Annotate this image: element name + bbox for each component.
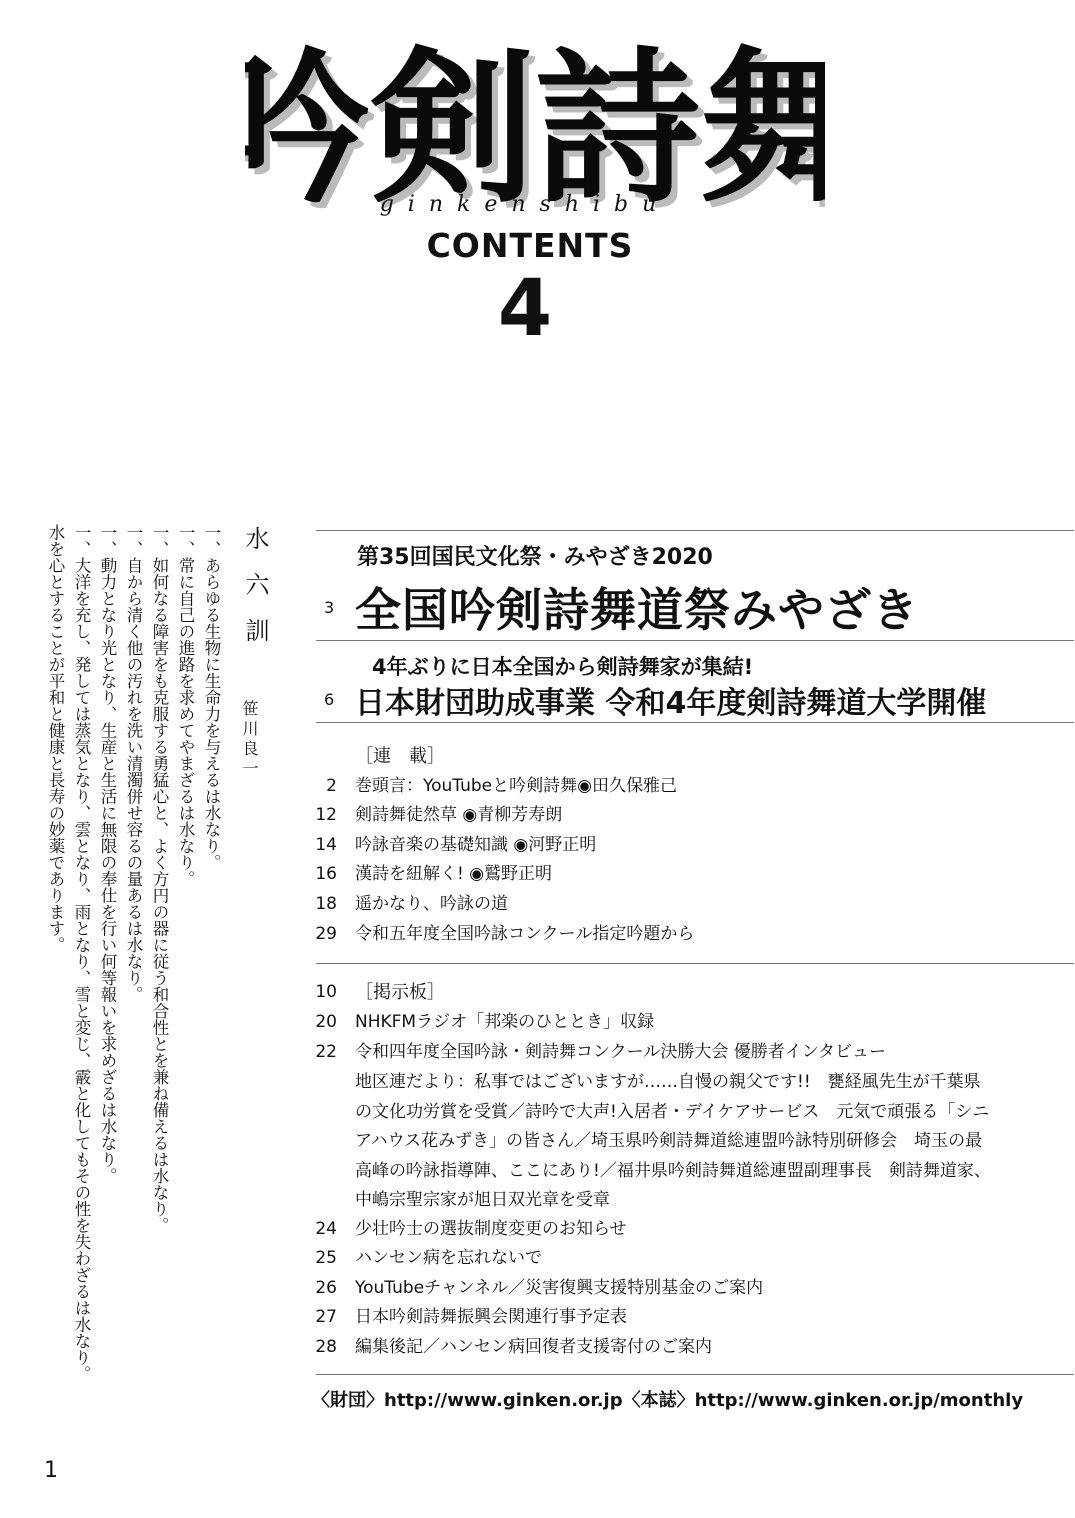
- mizu-rokkun-author: 笹川良一: [240, 700, 259, 780]
- toc-page: 22: [315, 1042, 337, 1062]
- mizu-rokkun-title: 水六訓: [241, 526, 269, 664]
- toc-title: ハンセン病を忘れないで: [355, 1248, 542, 1268]
- paragraph-line: 高峰の吟詠指導陣、ここにあり!／福井県吟剣詩舞道総連盟副理事長 剣詩舞道家、: [355, 1160, 991, 1181]
- toc-page: 20: [315, 1012, 337, 1032]
- brush-logo-graphic: [245, 28, 825, 218]
- divider: [316, 722, 1074, 723]
- toc-page: 29: [315, 924, 337, 944]
- mizu-rokkun-line: 一、あらゆる生物に生命力を与えるは水なり。: [202, 524, 221, 871]
- feature-page-number: 6: [324, 690, 335, 709]
- page-number: 1: [44, 1458, 58, 1483]
- mizu-rokkun-closing: 水を心とすることが平和と健康と長寿の妙薬であります。: [46, 524, 65, 953]
- toc-page: 14: [315, 835, 337, 855]
- toc-page: 26: [315, 1278, 337, 1298]
- bulletin-section-label: ［掲示板］: [355, 982, 445, 1003]
- regional-news-paragraph[interactable]: [355, 1068, 1055, 1216]
- magazine-logo: [245, 28, 825, 218]
- logo-romaji: ginkenshibu: [379, 192, 671, 217]
- divider: [316, 963, 1074, 964]
- toc-page: 2: [326, 776, 337, 796]
- mizu-rokkun-line: 一、大洋を充し、発しては蒸気となり、雲となり、雨となり、雪と変じ、霰と化してもその性を失わざるは水なり。: [72, 524, 91, 1382]
- toc-page: 10: [315, 982, 337, 1002]
- issue-number: 4: [497, 264, 553, 354]
- toc-title: 吟詠音楽の基礎知識 ◉河野正明: [355, 835, 597, 855]
- paragraph-line: 中嶋宗聖宗家が旭日双光章を受章: [355, 1190, 610, 1210]
- feature-page-number: 3: [324, 598, 335, 617]
- paragraph-line: アハウス花みずき」の皆さん／埼玉県吟剣詩舞道総連盟吟詠特別研修会 埼玉の最: [355, 1131, 983, 1151]
- toc-title: 令和四年度全国吟詠・剣詩舞コンクール決勝大会 優勝者インタビュー: [355, 1042, 887, 1062]
- contents-heading: CONTENTS: [426, 226, 634, 265]
- feature-title[interactable]: 日本財団助成事業 令和4年度剣詩舞道大学開催: [355, 686, 987, 721]
- mizu-rokkun-line: 一、如何なる障害をも克服する勇猛心と、よく方円の器に従う和合性とを兼ね備えるは水なり。: [150, 524, 169, 1234]
- toc-page: 24: [315, 1219, 337, 1239]
- website-links[interactable]: 〈財団〉http://www.ginken.or.jp〈本誌〉http://www.ginken.or.jp/monthly: [312, 1390, 1024, 1411]
- toc-page: 18: [315, 894, 337, 914]
- toc-title: 漢詩を紐解く! ◉鷲野正明: [355, 864, 553, 884]
- toc-page: 28: [315, 1337, 337, 1357]
- toc-title: 巻頭言：YouTubeと吟剣詩舞◉田久保雅己: [355, 776, 677, 796]
- feature-title[interactable]: 全国吟剣詩舞道祭みやざき: [355, 583, 919, 637]
- toc-page: 25: [315, 1248, 337, 1268]
- mizu-rokkun-line: 一、自から清く他の汚れを洗い清濁併せ容るの量あるは水なり。: [124, 524, 143, 1003]
- serial-section-label: ［連 載］: [355, 746, 445, 767]
- divider: [316, 530, 1074, 531]
- divider: [316, 1374, 1074, 1375]
- logo-shadow: 吟剣詩舞: [245, 37, 825, 218]
- toc-title: 遥かなり、吟詠の道: [355, 894, 508, 914]
- toc-page: 27: [315, 1307, 337, 1327]
- toc-title: NHKFMラジオ「邦楽のひととき」収録: [355, 1012, 655, 1032]
- toc-title: 剣詩舞徒然草 ◉青柳芳寿朗: [355, 805, 563, 825]
- mizu-rokkun-line: 一、動力となり光となり、生産と生活に無限の奉仕を行い何等報いを求めざるは水なり。: [98, 524, 117, 1184]
- divider: [316, 640, 1074, 641]
- mizu-rokkun-line: 一、常に自己の進路を求めてやまざるは水なり。: [176, 524, 195, 887]
- toc-page: 12: [315, 805, 337, 825]
- paragraph-line: の文化功労賞を受賞／詩吟で大声!入居者・デイケアサービス 元気で頑張る「シニ: [355, 1101, 990, 1122]
- toc-title: YouTubeチャンネル／災害復興支援特別基金のご案内: [355, 1278, 764, 1298]
- toc-title: 令和五年度全国吟詠コンクール指定吟題から: [355, 924, 695, 944]
- toc-page: 16: [315, 864, 337, 884]
- toc-title: 編集後記／ハンセン病回復者支援寄付のご案内: [355, 1337, 712, 1357]
- toc-title: 日本吟剣詩舞振興会関連行事予定表: [355, 1307, 627, 1327]
- feature-kicker: 第35回国民文化祭・みやざき2020: [357, 545, 713, 570]
- toc-title: 少壮吟士の選抜制度変更のお知らせ: [355, 1219, 627, 1239]
- logo-text: 吟剣詩舞: [245, 31, 825, 218]
- feature-kicker: 4年ぶりに日本全国から剣詩舞家が集結!: [372, 655, 754, 679]
- paragraph-line: 地区連だより：私事ではございますが……自慢の親父です!! 甕経風先生が千葉県: [355, 1072, 981, 1092]
